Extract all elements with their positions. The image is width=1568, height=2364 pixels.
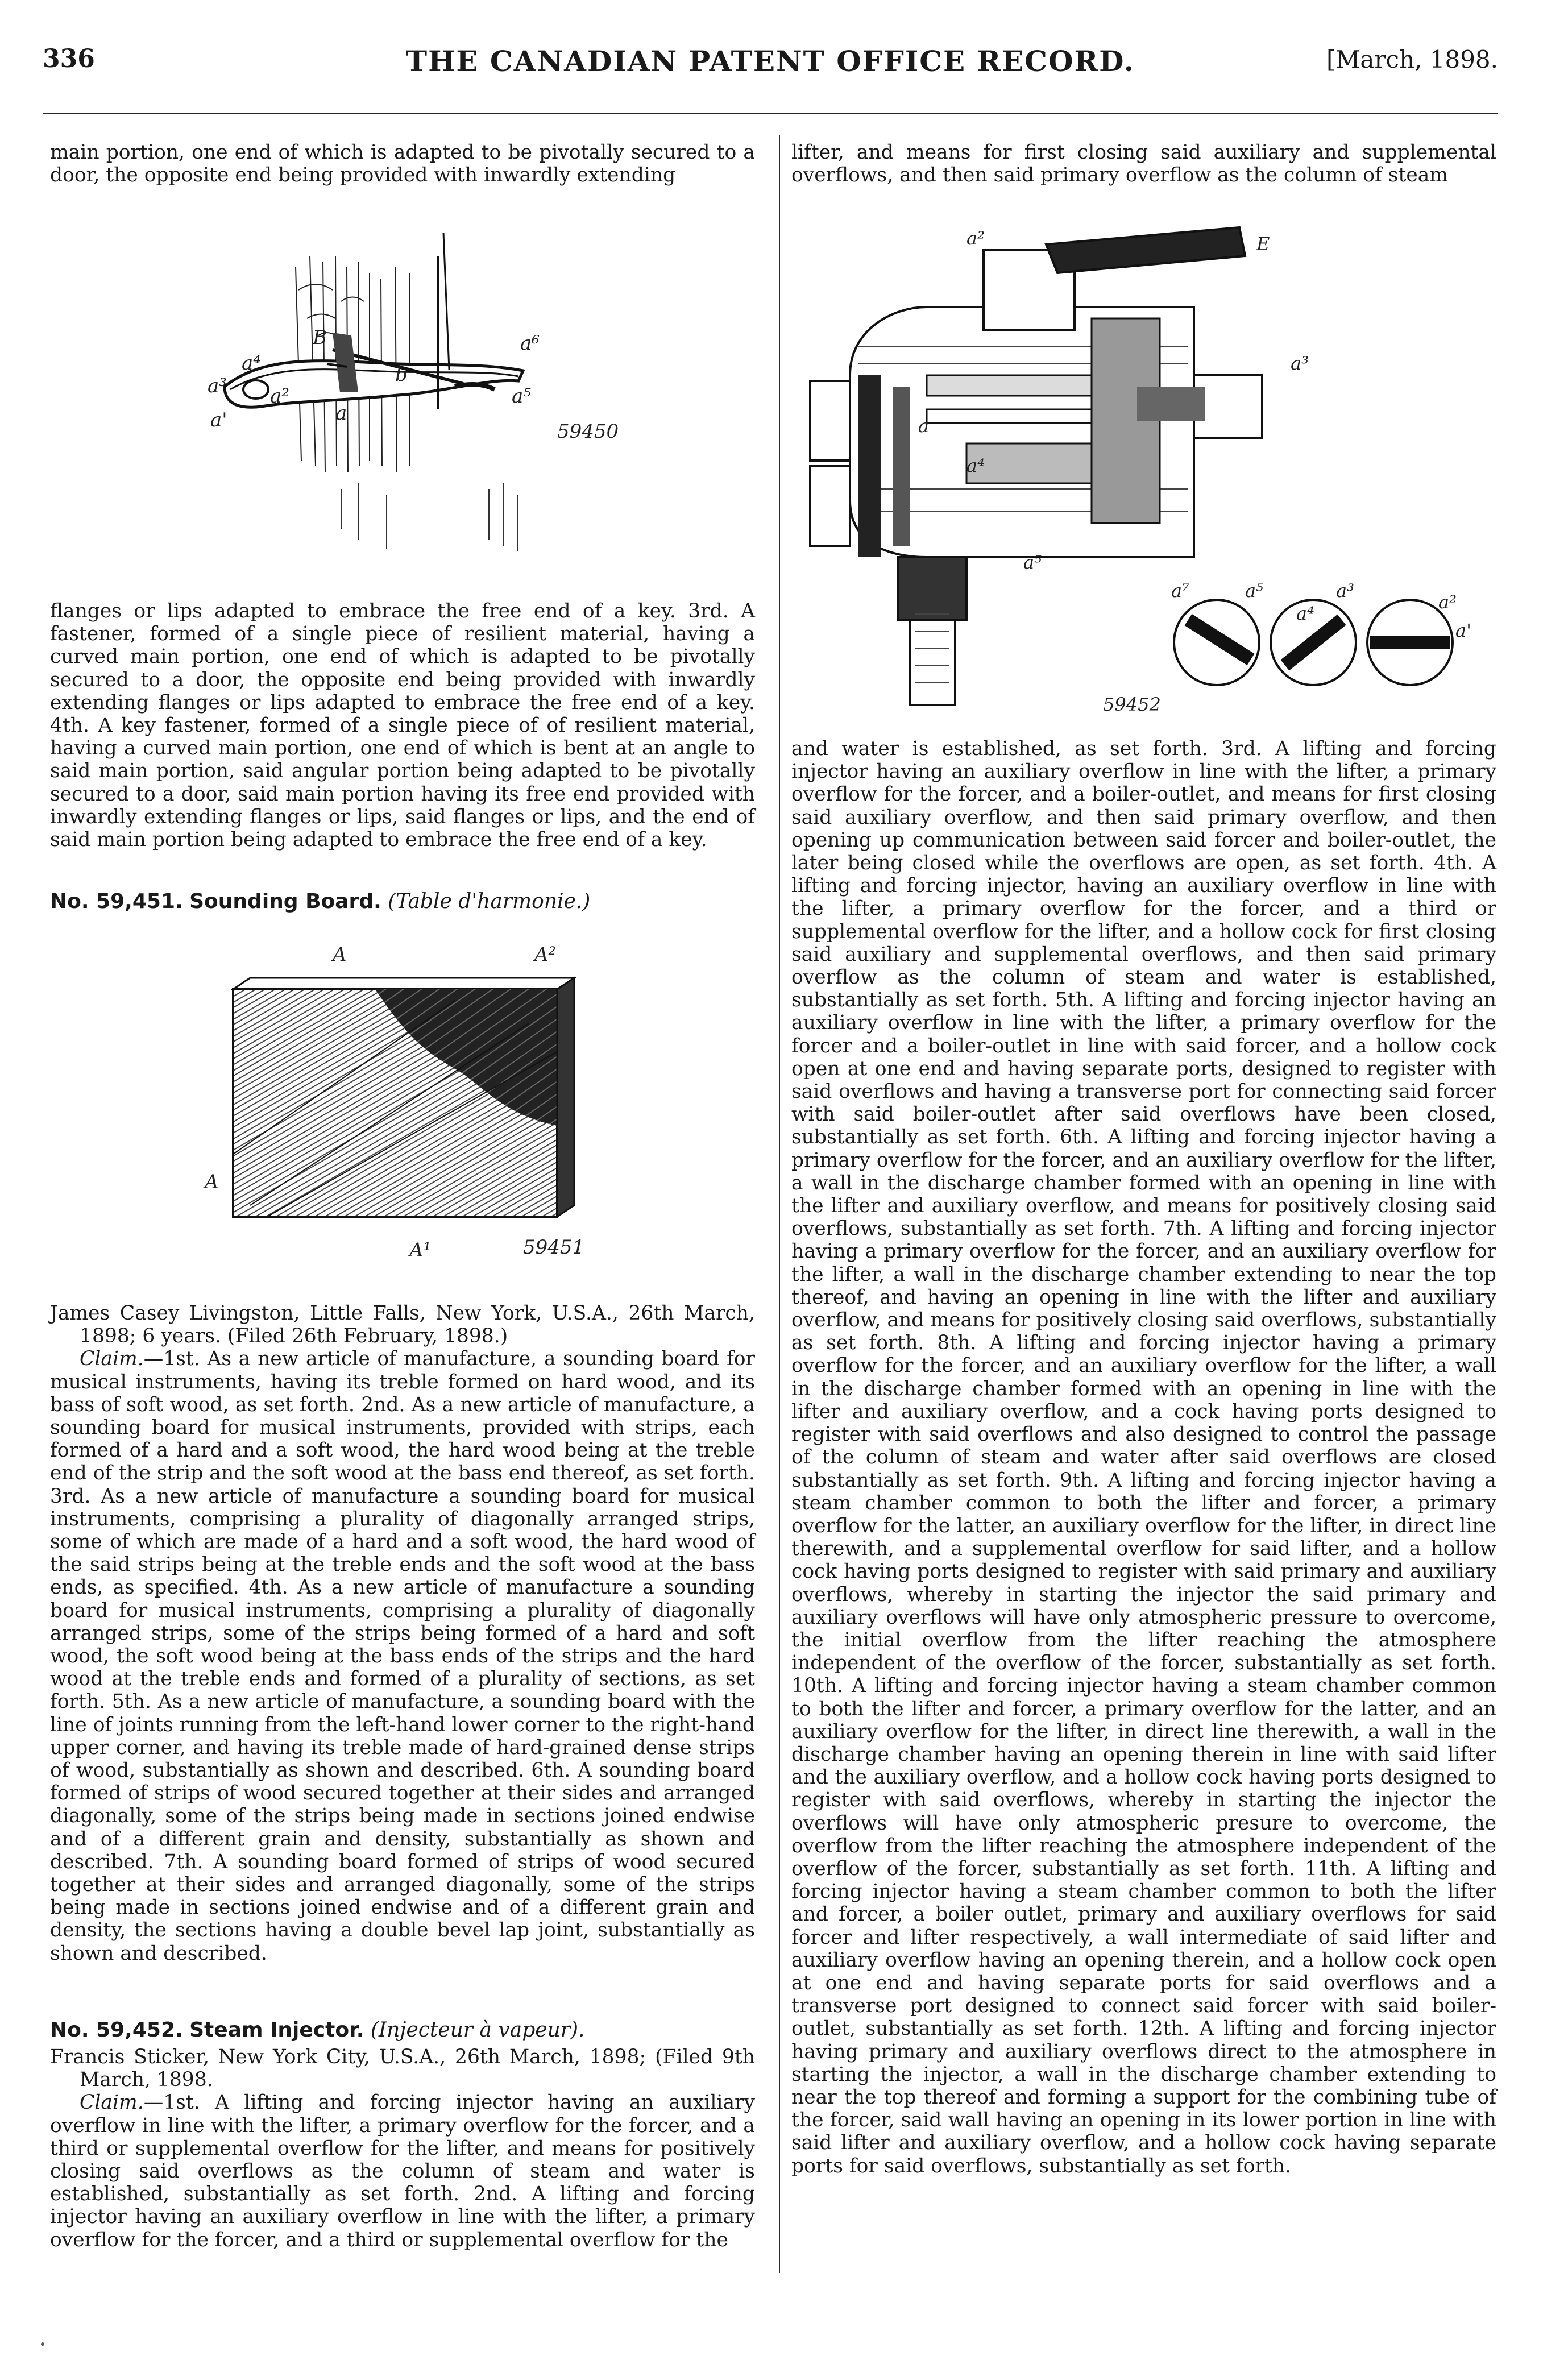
claims-text: —1st. A lifting and forcing injector having an auxiliary overflow in line with the lifter, a primary overflow for the forcer, and a third or supplemental overflow for the lifter, and means for positively closing said overflows as the column of steam and water is established, substantially as set forth. 2nd. A lifting and forcing injector having an auxiliary overflow in line with the lifter, a primary overflow for the forcer, and a third or supplemental overflow for the	[50, 2091, 755, 2251]
svg-text:a⁵: a⁵	[512, 385, 531, 408]
claim-label: Claim.	[80, 2091, 144, 2114]
svg-text:a⁴: a⁴	[242, 352, 261, 375]
svg-text:B: B	[313, 326, 327, 349]
svg-text:a⁶: a⁶	[520, 332, 540, 355]
svg-text:a⁵: a⁵	[1245, 580, 1263, 602]
patent-title: Sounding Board.	[189, 890, 381, 913]
claims-text: —1st. As a new article of manufacture, a sounding board for musical instruments, having its treble formed on hard wood, and its bass of soft wood, as set forth. 2nd. As a new article of manufacture, a sounding board for musical instruments, provided with strips, each formed of a hard and a soft wood, the hard wood being at the treble end of the strip and the soft wood at the bass end thereof, as set forth. 3rd. As a new article of manufacture a sounding board for musical instruments, comprising a plurality of diagonally arranged strips, some of which are made of a hard and a soft wood, the hard wood of the said strips being at the treble ends and the soft wood at the bass ends, as specified. 4th. As a new article of manufacture a sounding board for musical instruments, comprising a plurality of diagonally arranged strips, some of the strips being formed of a hard and soft wood, the soft wood being at the bass ends of the strips and the hard wood at the treble ends and formed of a plurality of sections, as set forth. 5th. As a new article of manufacture, a sounding board with the line of joints running from the left-hand lower corner to the right-hand upper corner, and having its treble made of hard-grained dense strips of wood, substantially as shown and described. 6th. A sounding board formed of strips of wood secured together at their sides and arranged diagonally, some of the strips being made in sections joined endwise and of a different grain and density, substantially as shown and described. 7th. A sounding board formed of strips of wood secured together at their sides and arranged diagonally, some of the strips being made in sections joined endwise and of a different grain and density, the sections having a double bevel lap joint, substantially as shown and described.	[50, 1347, 755, 1965]
svg-text:59452: 59452	[1103, 694, 1161, 715]
claim-continuation-text: flanges or lips adapted to embrace the free end of a key. 3rd. A fastener, formed of a single piece of resilient material, having a curved main portion, one end of which is adapted to be pivotally secured to a door, the opposite end being provided with inwardly extending flanges or lips adapted to embrace the free end of a key. 4th. A key fastener, formed of a single piece of of resilient material, having a curved main portion, one end of which is bent at an angle to said main portion, said angular portion being adapted to be pivotally secured to a door, said main portion having its free end provided with inwardly extending flanges or lips, said flanges or lips, and the end of said main portion being adapted to embrace the free end of a key.	[50, 600, 755, 852]
patent-french-title: (Injecteur à vapeur).	[370, 2018, 585, 2042]
right-continuation-top	[791, 141, 1496, 186]
patent-french-title: (Table d'harmonie.)	[388, 890, 591, 913]
svg-text:a³: a³	[1291, 352, 1309, 374]
patent-59452-entry	[50, 2018, 755, 2251]
svg-text:a⁵: a⁵	[1023, 551, 1042, 573]
patent-title: Steam Injector.	[189, 2018, 364, 2042]
figure-59452-steam-injector	[796, 205, 1490, 733]
left-continuation-bottom	[50, 600, 755, 851]
svg-text:59451: 59451	[523, 1236, 585, 1259]
patent-59451-heading	[50, 890, 755, 914]
svg-text:a⁷: a⁷	[1171, 580, 1189, 602]
svg-text:A: A	[205, 1171, 219, 1193]
svg-text:a: a	[918, 415, 930, 437]
sounding-board-illustration	[182, 938, 637, 1268]
page-number: 336	[43, 44, 95, 73]
svg-text:b: b	[395, 363, 408, 386]
left-continuation-top	[50, 141, 755, 186]
running-head	[43, 44, 1498, 84]
svg-text:E: E	[1256, 233, 1270, 255]
svg-text:a²: a²	[1438, 591, 1457, 613]
claim-continuation-text: lifter, and means for first closing said auxiliary and supplemental overflows, and then said primary overflow as the column of steam	[791, 141, 1496, 187]
svg-text:A¹: A¹	[409, 1239, 432, 1262]
svg-text:a²: a²	[966, 227, 985, 249]
column-divider	[779, 135, 780, 2273]
journal-title: THE CANADIAN PATENT OFFICE RECORD.	[405, 44, 1135, 78]
svg-text:a: a	[335, 402, 347, 425]
page-speck	[41, 2342, 44, 2346]
right-continuation-bottom	[791, 737, 1496, 2178]
patent-59451-body	[50, 1302, 755, 1965]
claim-continuation-text: and water is established, as set forth. 3rd. A lifting and forcing injector having an auxiliary overflow in line with the lifter, a primary overflow for the forcer, and a boiler-outlet, and means for first closing said auxiliary overflow, and then said primary overflow, and then opening up communication between said forcer and boiler-outlet, the later being closed while the overflows are open, as set forth. 4th. A lifting and forcing injector, having an auxiliary overflow in line with the lifter, a primary overflow for the forcer, and a third or supplemental overflow for the lifter, and a hollow cock for first closing said auxiliary and supplemental overflows, and then said primary overflow as the column of steam and water is established, substantially as set forth. 5th. A lifting and forcing injector having an auxiliary overflow in line with the lifter, a primary overflow for the forcer and a boiler-outlet in line with said forcer, and a hollow cock open at one end and having separate ports, designed to register with said overflows and having a transverse port for connecting said forcer with said boiler-outlet after said overflows have been closed, substantially as set forth. 6th. A lifting and forcing injector having a primary overflow for the forcer, and an auxiliary overflow for the lifter, a wall in the discharge chamber formed with an opening in line with the lifter and auxiliary overflow, and means for positively closing said overflows, substantially as set forth. 7th. A lifting and forcing injector having a primary overflow for the forcer, and an auxiliary overflow for the lifter, a wall in the discharge chamber extending to near the top thereof, and having an opening in line with the lifter and auxiliary overflow, and means for positively closing said overflows, substantially as set forth. 8th. A lifting and forcing injector having a primary overflow for the forcer, and an auxiliary overflow for the lifter, a wall in the discharge chamber formed with an opening in line with the lifter and auxiliary overflow, and a cock having ports designed to register with said overflows and also designed to control the passage of the column of steam and water after said overflows are closed substantially as set forth. 9th. A lifting and forcing injector having a steam chamber common to both the lifter and forcer, a primary overflow for the latter, an auxiliary overflow for the lifter, in direct line therewith, and a supplemental overflow for said lifter, and a hollow cock having ports designed to register with said primary and auxiliary overflows, whereby in starting the injector the said primary and auxiliary overflows will have only atmospheric pressure to overcome, the initial overflow from the lifter reaching the atmosphere independent of the overflow of the forcer, substantially as set forth. 10th. A lifting and forcing injector having a steam chamber common to both the lifter and forcer, a primary overflow for the latter, and an auxiliary overflow for the lifter, in direct line therewith, a wall in the discharge chamber having an opening therein in line with said lifter and the auxiliary overflow, and a hollow cock having ports designed to register with said overflows, whereby in starting the injector the overflows will have only atmospheric presure to overcome, the overflow from the lifter reaching the atmosphere independent of the overflow of the forcer, substantially as set forth. 11th. A lifting and forcing injector having a steam chamber common to both the lifter and forcer, a boiler outlet, primary and auxiliary overflows for said forcer and lifter respectively, a wall intermediate of said lifter and auxiliary overflow having an opening therein, and a hollow cock open at one end and having separate ports for said overflows and a transverse port designed to connect said forcer with said boiler-outlet, substantially as set forth. 12th. A lifting and forcing injector having primary and auxiliary overflows direct to the atmosphere in starting the injector, a wall in the discharge chamber extending to near the top thereof and forming a support for the combining tube of the forcer, said wall having an opening in its lower portion in line with said lifter and auxiliary overflow, and a hollow cock having separate ports for said overflows, substantially as set forth.	[791, 737, 1496, 2178]
inventor-line: James Casey Livingston, Little Falls, New York, U.S.A., 26th March, 1898; 6 years. (Filed 26th February, 1898.)	[50, 1302, 755, 1348]
patent-number: No. 59,452.	[50, 2018, 183, 2042]
claims-paragraph	[50, 1347, 755, 1964]
figure-59450-key-fastener	[171, 222, 625, 591]
svg-text:a³: a³	[208, 375, 227, 397]
svg-text:a⁴: a⁴	[1296, 603, 1314, 624]
figure-59451-sounding-board	[182, 938, 637, 1268]
inventor-line: Francis Sticker, New York City, U.S.A., 26th March, 1898; (Filed 9th March, 1898.	[50, 2046, 755, 2092]
svg-text:a³: a³	[1336, 580, 1354, 602]
claims-paragraph	[50, 2091, 755, 2251]
header-rule	[43, 113, 1498, 114]
claim-label: Claim.	[80, 1347, 144, 1371]
issue-date: [March, 1898.	[1326, 45, 1498, 73]
svg-text:a': a'	[210, 409, 227, 432]
svg-text:a': a'	[1455, 620, 1471, 641]
claim-continuation-text: main portion, one end of which is adapted to be pivotally secured to a door, the opposite end being provided with inwardly extending	[50, 141, 755, 187]
svg-text:59450: 59450	[557, 420, 619, 443]
patent-number: No. 59,451.	[50, 890, 183, 913]
svg-text:a⁴: a⁴	[966, 455, 985, 476]
svg-text:A²: A²	[534, 943, 557, 966]
svg-text:a²: a²	[270, 385, 289, 408]
steam-injector-illustration	[796, 205, 1490, 733]
svg-text:A: A	[333, 943, 347, 966]
key-fastener-illustration	[171, 222, 625, 591]
